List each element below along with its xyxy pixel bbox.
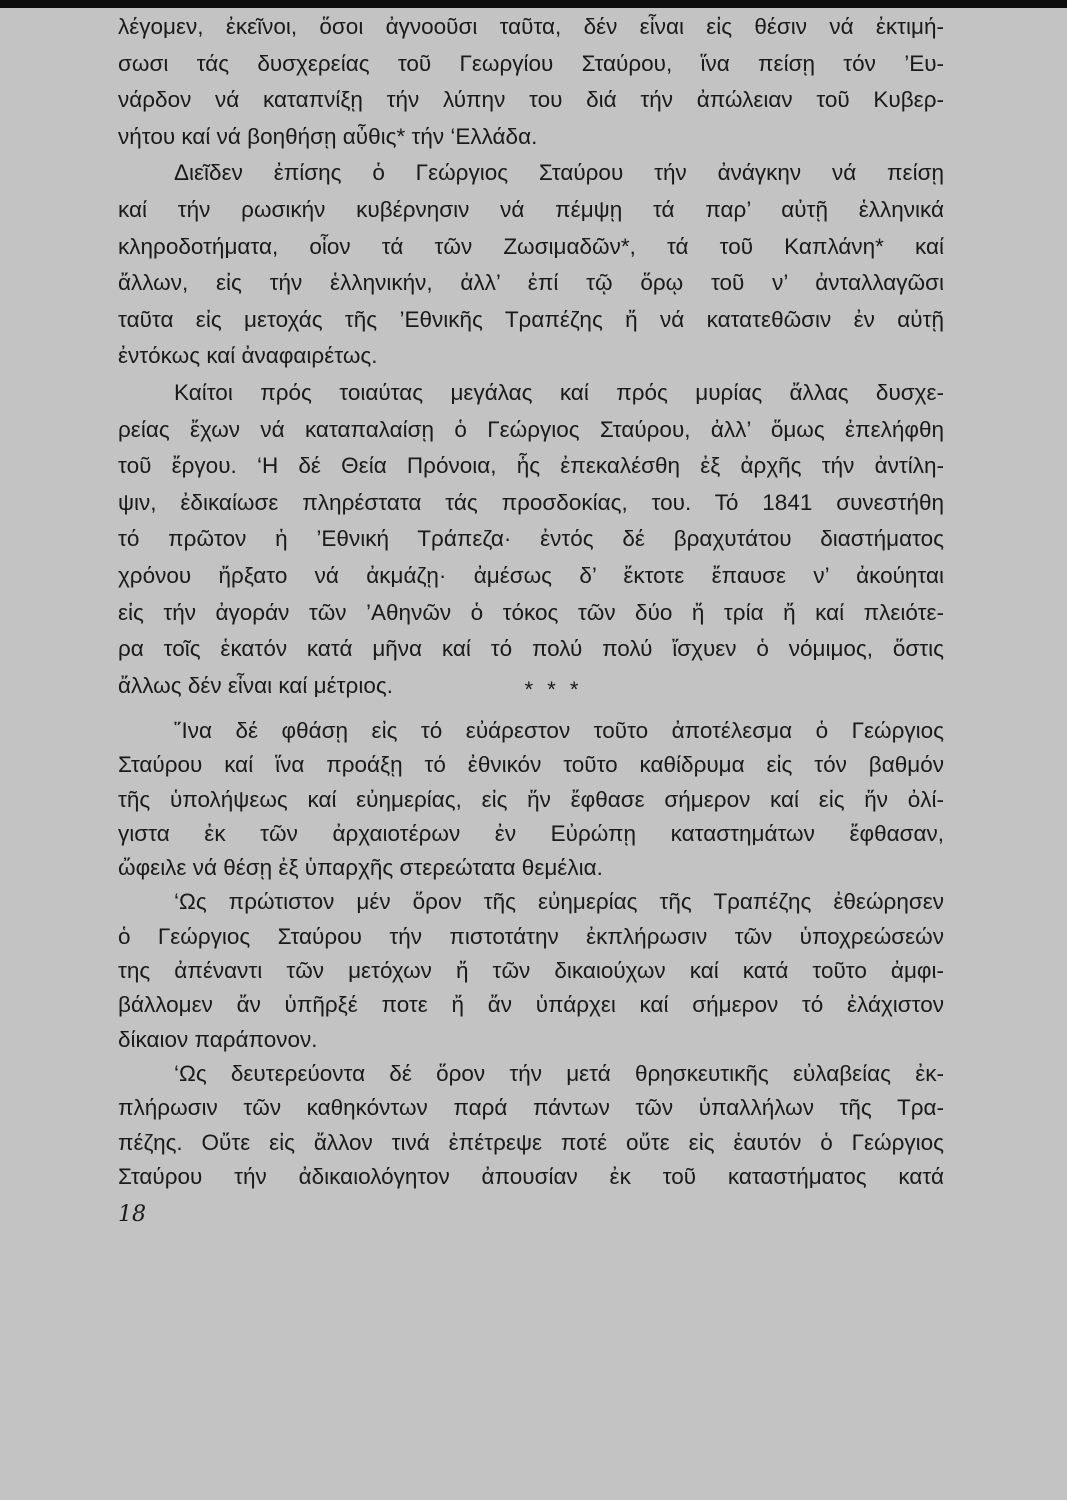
text-line: ρείας ἔχων νά καταπαλαίσῃ ὁ Γεώργιος Σταύρου, ἀλλ’ ὅμως ἐπελήφθη <box>118 416 944 442</box>
text-line: βάλλομεν ἄν ὑπῆρξέ ποτε ἤ ἄν ὑπάρχει καί σήμερον τό ἐλάχιστον <box>118 992 944 1018</box>
text-line: πλήρωσιν τῶν καθηκόντων παρά πάντων τῶν ὑπαλλήλων τῆς Τρα- <box>118 1095 944 1121</box>
text-line: χρόνου ἤρξατο νά ἀκμάζῃ· ἀμέσως δ’ ἔκτοτε ἔπαυσε ν’ ἀκούηται <box>118 562 944 588</box>
text-line: σωσι τάς δυσχερείας τοῦ Γεωργίου Σταύρου, ἵνα πείσῃ τόν ’Ευ- <box>118 50 944 76</box>
text-line: γιστα ἐκ τῶν ἀρχαιοτέρων ἐν Εὐρώπῃ καταστημάτων ἔφθασαν, <box>118 820 944 846</box>
text-line: ‘Ως πρώτιστον μέν ὅρον τῆς εὐημερίας τῆς Τραπέζης ἐθεώρησεν <box>174 889 944 915</box>
text-line: ῞Ινα δέ φθάσῃ εἰς τό εὐάρεστον τοῦτο ἀποτέλεσμα ὁ Γεώργιος <box>174 718 944 743</box>
text-line: ρα τοῖς ἑκατόν κατά μῆνα καί τό πολύ πολύ ἴσχυεν ὁ νόμιμος, ὅστις <box>118 636 944 662</box>
text-line: νήτου καί νά βοηθήσῃ αὖθις* τήν ‘Ελλάδα. <box>118 123 538 149</box>
text-section-1 <box>118 9 944 704</box>
text-line: δίκαιον παράπονον. <box>118 1026 318 1052</box>
section-separator: * * * <box>524 677 583 702</box>
text-line: ταῦτα εἰς μετοχάς τῆς ’Εθνικῆς Τραπέζης ἤ νά κατατεθῶσιν ἐν αὐτῇ <box>118 306 944 332</box>
text-line: εἰς τήν ἀγοράν τῶν ’Αθηνῶν ὁ τόκος τῶν δύο ἤ τρία ἤ καί πλειότε- <box>118 599 944 625</box>
text-line: Σταύρου καί ἵνα προάξῃ τό ἐθνικόν τοῦτο καθίδρυμα εἰς τόν βαθμόν <box>118 752 944 778</box>
text-line: ὤφειλε νά θέσῃ ἐξ ὑπαρχῆς στερεώτατα θεμέλια. <box>118 855 603 881</box>
text-line: της ἀπέναντι τῶν μετόχων ἤ τῶν δικαιούχων καί κατά τοῦτο ἀμφι- <box>118 958 944 984</box>
text-line: πέζης. Οὔτε εἰς ἄλλον τινά ἐπέτρεψε ποτέ οὔτε εἰς ἑαυτόν ὁ Γεώργιος <box>118 1129 944 1155</box>
text-line: νάρδον νά καταπνίξῃ τήν λύπην του διά τήν ἀπώλειαν τοῦ Κυβερ- <box>118 87 944 113</box>
text-section-2 <box>118 714 944 1194</box>
text-line: τοῦ ἔργου. ‘Η δέ Θεία Πρόνοια, ἧς ἐπεκαλέσθη ἐξ ἀρχῆς τήν ἀντίλη- <box>118 453 944 479</box>
text-line: Διεῖδεν ἐπίσης ὁ Γεώργιος Σταύρου τήν ἀνάγκην νά πείσῃ <box>174 160 944 186</box>
text-line: τό πρῶτον ἡ ’Εθνική Τράπεζα· ἐντός δέ βραχυτάτου διαστήματος <box>118 526 944 552</box>
text-line: λέγομεν, ἐκεῖνοι, ὅσοι ἀγνοοῦσι ταῦτα, δέν εἶναι εἰς θέσιν νά ἐκτιμή- <box>118 14 944 39</box>
scan-top-edge <box>0 0 1067 8</box>
text-line: καί τήν ρωσικήν κυβέρνησιν νά πέμψῃ τά παρ’ αὐτῇ ἑλληνικά <box>118 196 944 222</box>
text-line: ἐντόκως καί ἀναφαιρέτως. <box>118 343 378 369</box>
text-line: τῆς ὑπολήψεως καί εὐημερίας, εἰς ἥν ἔφθασε σήμερον καί εἰς ἥν ὀλί- <box>118 786 944 812</box>
text-line: ὁ Γεώργιος Σταύρου τήν πιστοτάτην ἐκπλήρωσιν τῶν ὑποχρεώσεών <box>118 923 944 949</box>
text-line: Σταύρου τήν ἀδικαιολόγητον ἀπουσίαν ἐκ τοῦ καταστήματος κατά <box>118 1163 944 1189</box>
text-line: ‘Ως δευτερεύοντα δέ ὅρον τήν μετά θρησκευτικῆς εὐλαβείας ἐκ- <box>174 1060 944 1086</box>
text-line: ψιν, ἐδικαίωσε πληρέστατα τάς προσδοκίας, του. Τό 1841 συνεστήθη <box>118 489 944 515</box>
page-number: 18 <box>118 1202 146 1227</box>
text-line: Καίτοι πρός τοιαύτας μεγάλας καί πρός μυρίας ἄλλας δυσχε- <box>174 379 944 405</box>
text-line: ἄλλων, εἰς τήν ἑλληνικήν, ἀλλ’ ἐπί τῷ ὅρῳ τοῦ ν’ ἀνταλλαγῶσι <box>118 270 944 296</box>
text-line: ἄλλως δέν εἶναι καί μέτριος. <box>118 672 393 698</box>
text-line: κληροδοτήματα, οἷον τά τῶν Ζωσιμαδῶν*, τά τοῦ Καπλάνη* καί <box>118 233 944 259</box>
